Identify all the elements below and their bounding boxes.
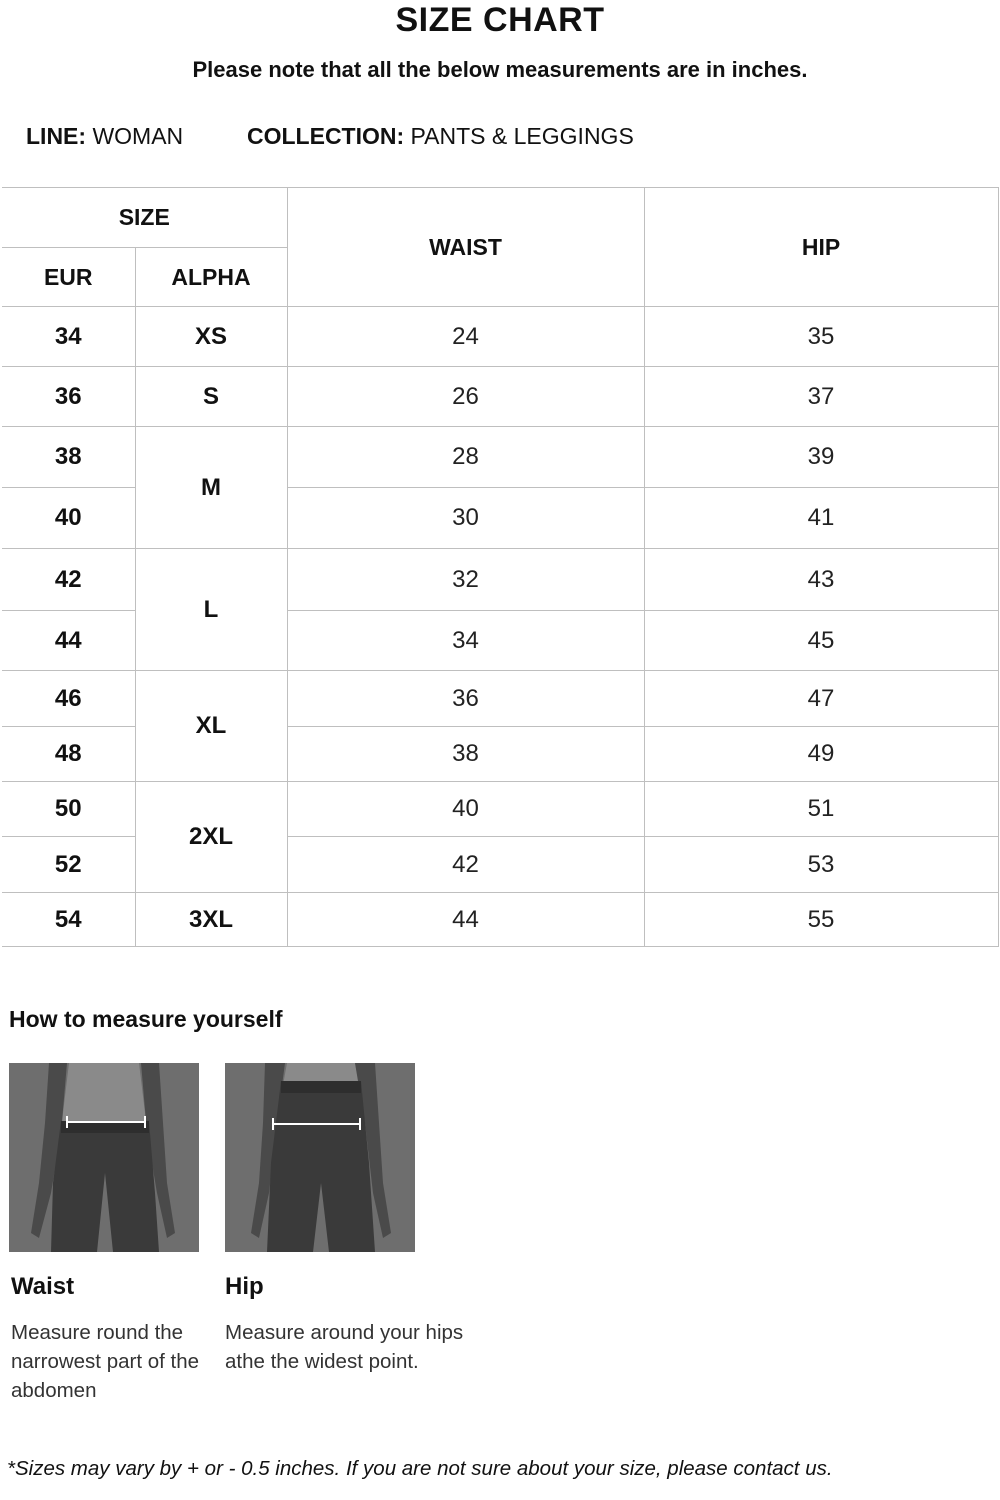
- table-row: [2, 671, 998, 727]
- eur-cell: 44: [2, 611, 135, 671]
- waist-label: Waist: [11, 1273, 75, 1300]
- alpha-cell: XS: [135, 307, 287, 367]
- hip-header: HIP: [644, 188, 998, 307]
- alpha-cell: L: [135, 549, 287, 671]
- size-table: [2, 187, 999, 947]
- eur-cell: 42: [2, 549, 135, 611]
- hip-measure-image: [225, 1063, 415, 1252]
- hip-cell: 49: [644, 727, 998, 782]
- waist-cell: 28: [287, 427, 644, 488]
- line-label: LINE:: [26, 123, 87, 149]
- hip-cell: 47: [644, 671, 998, 727]
- eur-cell: 48: [2, 727, 135, 782]
- page-title: SIZE CHART: [395, 1, 605, 39]
- alpha-cell: 2XL: [135, 782, 287, 893]
- waist-cell: 38: [287, 727, 644, 782]
- eur-cell: 36: [2, 367, 135, 427]
- size-disclaimer: *Sizes may vary by + or - 0.5 inches. If you are not sure about your size, please contact us.: [7, 1457, 833, 1480]
- size-header: SIZE: [2, 188, 287, 248]
- units-note: Please note that all the below measurements are in inches.: [192, 57, 808, 82]
- hip-cell: 45: [644, 611, 998, 671]
- waist-cell: 34: [287, 611, 644, 671]
- table-row: [2, 427, 998, 488]
- collection-info: [247, 122, 634, 150]
- hip-label: Hip: [225, 1273, 264, 1300]
- table-row: [2, 549, 998, 611]
- alpha-header: ALPHA: [135, 248, 287, 307]
- waist-cell: 40: [287, 782, 644, 837]
- eur-cell: 50: [2, 782, 135, 837]
- alpha-cell: XL: [135, 671, 287, 782]
- waist-cell: 24: [287, 307, 644, 367]
- hip-cell: 43: [644, 549, 998, 611]
- collection-label: COLLECTION:: [247, 123, 405, 149]
- eur-cell: 40: [2, 488, 135, 549]
- line-value: WOMAN: [92, 123, 184, 149]
- eur-cell: 46: [2, 671, 135, 727]
- eur-cell: 52: [2, 837, 135, 893]
- hip-cell: 37: [644, 367, 998, 427]
- hip-cell: 39: [644, 427, 998, 488]
- waist-cell: 36: [287, 671, 644, 727]
- hip-description: Measure around your hips athe the widest point.: [225, 1321, 464, 1373]
- table-row: [2, 782, 998, 837]
- eur-header: EUR: [2, 248, 135, 307]
- table-row: [2, 367, 998, 427]
- table-row: [2, 307, 998, 367]
- waist-cell: 44: [287, 893, 644, 947]
- waist-cell: 32: [287, 549, 644, 611]
- hip-cell: 41: [644, 488, 998, 549]
- waist-cell: 26: [287, 367, 644, 427]
- table-row: [2, 893, 998, 947]
- line-info: [26, 122, 183, 150]
- hip-cell: 35: [644, 307, 998, 367]
- waist-measure-image: [9, 1063, 199, 1252]
- collection-value: PANTS & LEGGINGS: [410, 123, 634, 149]
- eur-cell: 38: [2, 427, 135, 488]
- alpha-cell: S: [135, 367, 287, 427]
- waist-cell: 30: [287, 488, 644, 549]
- waist-description: Measure round the narrowest part of the abdomen: [11, 1321, 200, 1402]
- hip-cell: 55: [644, 893, 998, 947]
- hip-cell: 51: [644, 782, 998, 837]
- eur-cell: 34: [2, 307, 135, 367]
- hip-cell: 53: [644, 837, 998, 893]
- measure-heading: How to measure yourself: [9, 1006, 283, 1032]
- eur-cell: 54: [2, 893, 135, 947]
- waist-header: WAIST: [287, 188, 644, 307]
- alpha-cell: M: [135, 427, 287, 549]
- alpha-cell: 3XL: [135, 893, 287, 947]
- waist-cell: 42: [287, 837, 644, 893]
